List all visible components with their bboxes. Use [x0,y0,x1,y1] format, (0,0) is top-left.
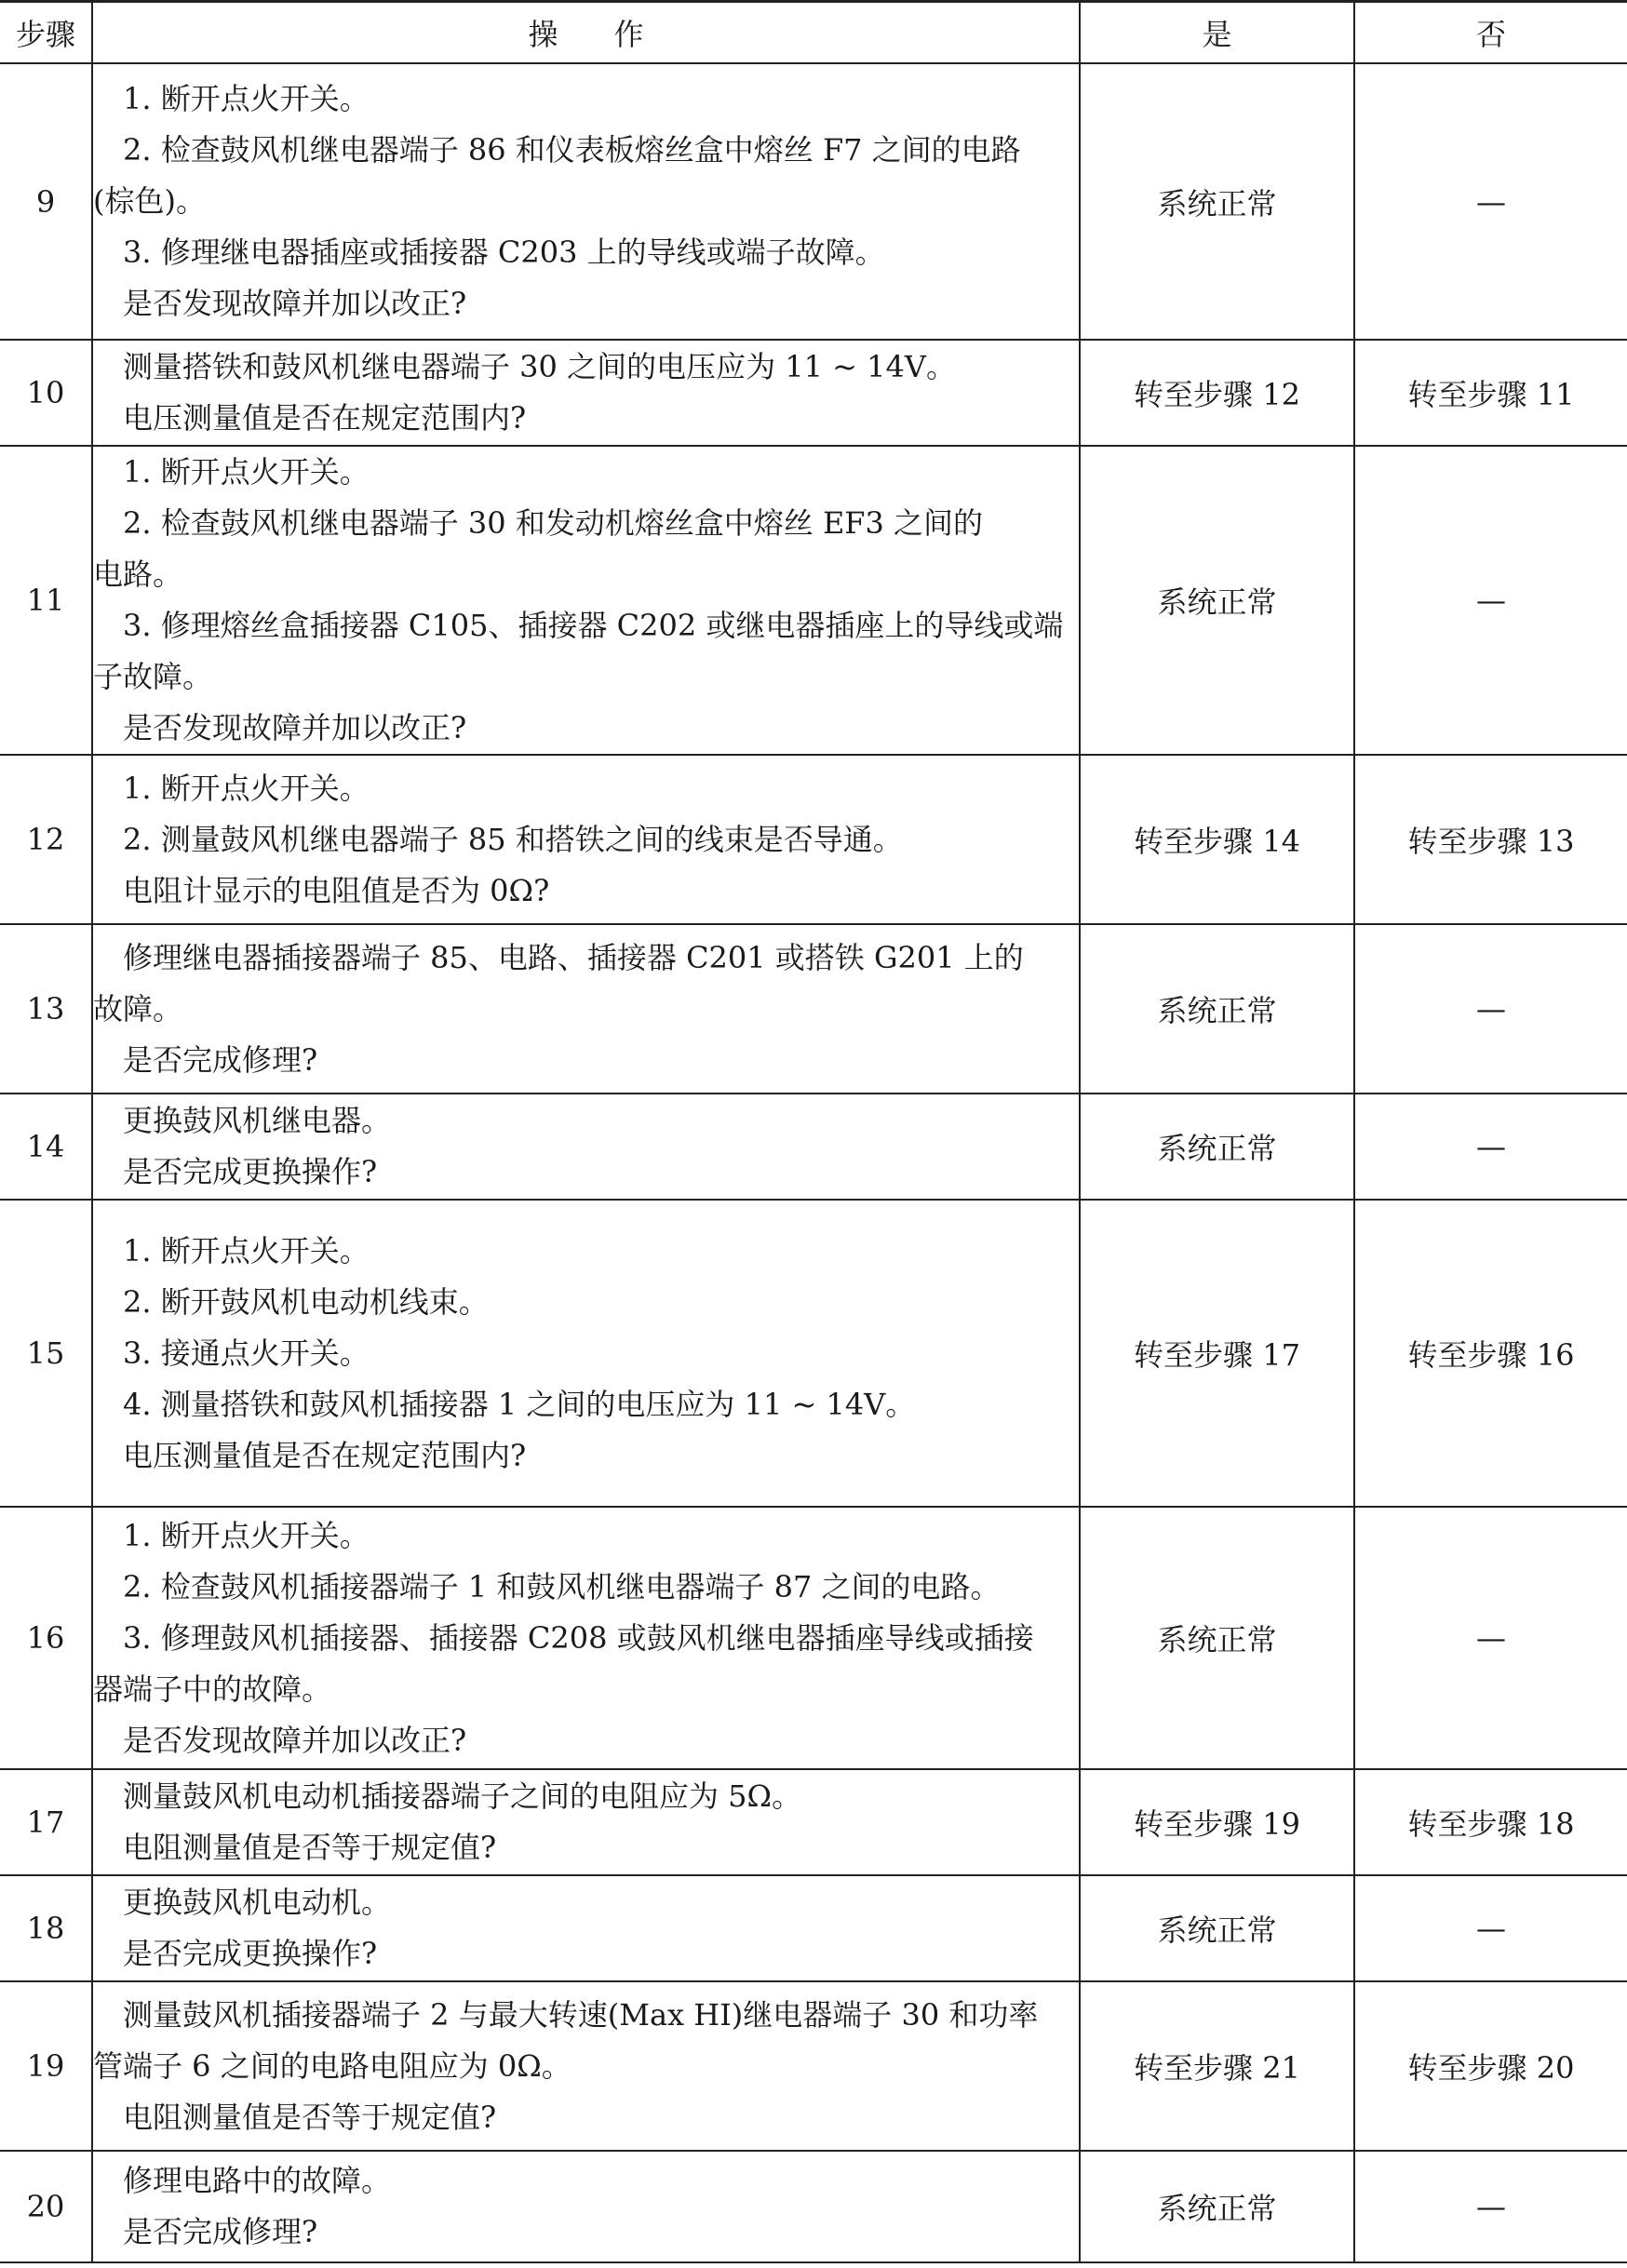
operation-line: 1. 断开点火开关。 [123,770,370,806]
operation-line: 1. 断开点火开关。 [123,81,370,116]
yes-result: 系统正常 [1080,446,1354,755]
header-operation: 操作 [92,2,1080,64]
operation-line: 2. 测量鼓风机继电器端子 85 和搭铁之间的线束是否导通。 [123,821,903,857]
no-result: — [1354,1507,1627,1769]
yes-result: 转至步骤 12 [1080,340,1354,446]
operation-cell [92,1507,1080,1769]
operation-line: 更换鼓风机电动机。 [123,1885,392,1920]
operation-cell [92,2151,1080,2262]
no-result: — [1354,2151,1627,2262]
table-row [0,755,1627,924]
operation-line: 测量鼓风机电动机插接器端子之间的电阻应为 5Ω。 [123,1778,802,1814]
operation-line: 2. 断开鼓风机电动机线束。 [123,1283,489,1320]
operation-line: 故障。 [93,990,183,1027]
step-number: 17 [0,1769,92,1875]
table-row [0,1507,1627,1769]
operation-line: 修理继电器插接器端子 85、电路、插接器 C201 或搭铁 G201 上的 [123,939,1024,975]
table-row [0,1769,1627,1875]
table-row [0,446,1627,755]
operation-line: 是否完成更换操作? [123,1154,378,1189]
step-number: 9 [0,63,92,340]
operation-line: 修理电路中的故障。 [123,2163,392,2198]
yes-result: 系统正常 [1080,63,1354,340]
yes-result: 系统正常 [1080,2151,1354,2262]
table-row [0,1875,1627,1981]
operation-line: 测量搭铁和鼓风机继电器端子 30 之间的电压应为 11 ~ 14V。 [123,349,956,384]
operation-line: 是否完成更换操作? [123,1936,378,1971]
operation-line: 更换鼓风机继电器。 [123,1103,392,1138]
yes-result: 转至步骤 17 [1080,1200,1354,1507]
step-number: 10 [0,340,92,446]
yes-result: 转至步骤 14 [1080,755,1354,924]
no-result: — [1354,1875,1627,1981]
operation-cell [92,1094,1080,1200]
no-result: — [1354,446,1627,755]
operation-line: 1. 断开点火开关。 [123,454,370,490]
no-result: — [1354,924,1627,1094]
header-no: 否 [1354,2,1627,64]
operation-line: 3. 修理熔丝盒插接器 C105、插接器 C202 或继电器插座上的导线或端 [123,608,1064,643]
table-row [0,2151,1627,2262]
header-step: 步骤 [0,2,92,64]
yes-result: 系统正常 [1080,924,1354,1094]
yes-result: 系统正常 [1080,1875,1354,1981]
table-row [0,340,1627,446]
operation-line: (棕色)。 [93,183,206,219]
table-header-row [0,2,1627,64]
step-number: 13 [0,924,92,1094]
header-yes: 是 [1080,2,1354,64]
no-result: 转至步骤 13 [1354,755,1627,924]
operation-line: 是否完成修理? [123,1041,318,1078]
step-number: 12 [0,755,92,924]
operation-cell [92,1981,1080,2151]
operation-line: 2. 检查鼓风机继电器端子 30 和发动机熔丝盒中熔丝 EF3 之间的 [123,505,984,541]
step-number: 16 [0,1507,92,1769]
no-result: — [1354,63,1627,340]
yes-result: 系统正常 [1080,1507,1354,1769]
operation-line: 是否发现故障并加以改正? [123,710,467,745]
operation-line: 是否发现故障并加以改正? [123,286,467,321]
operation-cell [92,1875,1080,1981]
operation-line: 测量鼓风机插接器端子 2 与最大转速(Max HI)继电器端子 30 和功率 [123,1996,1039,2033]
yes-result: 系统正常 [1080,1094,1354,1200]
table-row [0,924,1627,1094]
operation-line: 1. 断开点火开关。 [123,1232,370,1268]
operation-line: 电压测量值是否在规定范围内? [123,400,527,436]
step-number: 19 [0,1981,92,2151]
operation-line: 3. 修理继电器插座或插接器 C203 上的导线或端子故障。 [123,235,885,270]
no-result: — [1354,1094,1627,1200]
operation-line: 电阻测量值是否等于规定值? [123,1830,497,1865]
operation-line: 电路。 [93,557,183,592]
step-number: 14 [0,1094,92,1200]
operation-line: 3. 修理鼓风机插接器、插接器 C208 或鼓风机继电器插座导线或插接 [123,1619,1034,1656]
operation-cell [92,340,1080,446]
yes-result: 转至步骤 19 [1080,1769,1354,1875]
operation-line: 是否发现故障并加以改正? [123,1722,467,1758]
operation-line: 1. 断开点火开关。 [123,1517,370,1553]
operation-line: 2. 检查鼓风机继电器端子 86 和仪表板熔丝盒中熔丝 F7 之间的电路 [123,132,1021,168]
operation-line: 器端子中的故障。 [93,1671,332,1707]
table-row [0,1200,1627,1507]
step-number: 18 [0,1875,92,1981]
step-number: 15 [0,1200,92,1507]
step-number: 11 [0,446,92,755]
operation-line: 是否完成修理? [123,2214,318,2249]
table-row [0,1094,1627,1200]
operation-cell [92,63,1080,340]
no-result: 转至步骤 11 [1354,340,1627,446]
operation-cell [92,924,1080,1094]
operation-line: 电阻测量值是否等于规定值? [123,2099,497,2135]
operation-line: 3. 接通点火开关。 [123,1335,370,1371]
operation-line: 2. 检查鼓风机插接器端子 1 和鼓风机继电器端子 87 之间的电路。 [123,1568,1001,1604]
table-row [0,1981,1627,2151]
operation-line: 4. 测量搭铁和鼓风机插接器 1 之间的电压应为 11 ~ 14V。 [123,1386,916,1422]
operation-cell [92,1769,1080,1875]
operation-line: 子故障。 [93,659,213,694]
operation-line: 管端子 6 之间的电路电阻应为 0Ω。 [93,2047,571,2084]
operation-line: 电压测量值是否在规定范围内? [123,1437,527,1473]
table-row [0,63,1627,340]
operation-cell [92,755,1080,924]
yes-result: 转至步骤 21 [1080,1981,1354,2151]
operation-cell [92,1200,1080,1507]
operation-cell [92,446,1080,755]
no-result: 转至步骤 20 [1354,1981,1627,2151]
operation-line: 电阻计显示的电阻值是否为 0Ω? [123,872,550,908]
step-number: 20 [0,2151,92,2262]
no-result: 转至步骤 18 [1354,1769,1627,1875]
no-result: 转至步骤 16 [1354,1200,1627,1507]
